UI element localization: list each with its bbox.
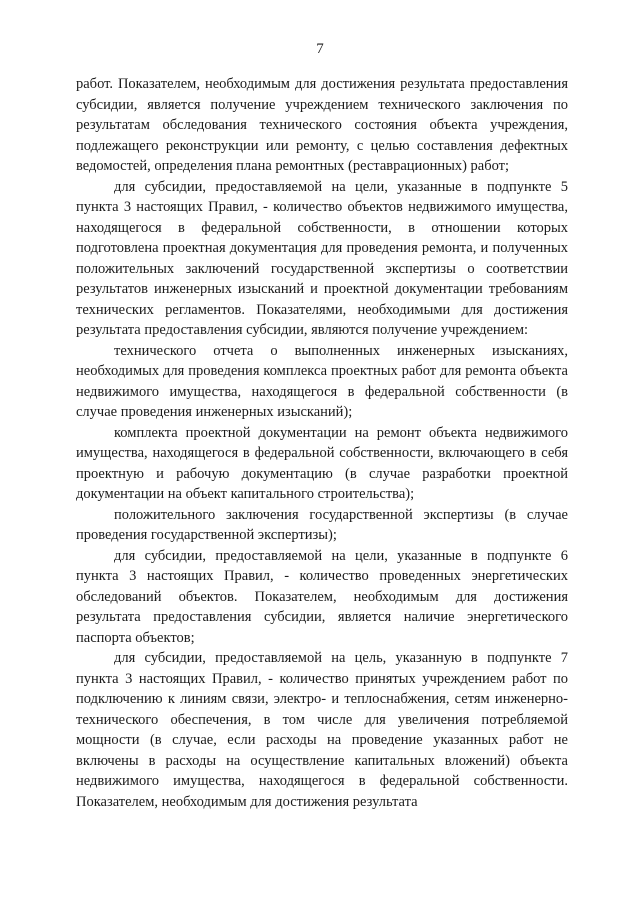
paragraph: работ. Показателем, необходимым для достижения результата предоставления субсидии, является получение учреждением технического заключения по результатам обследования технического состояния объекта учреждения, подлежащего реконструкции или ремонту, с целью составления дефектных ведомостей, определения плана ремонтных (реставрационных) работ; (76, 76, 568, 174)
paragraph: комплекта проектной документации на ремонт объекта недвижимого имущества, находящегося в федеральной собственности, включающего в себя проектную и рабочую документацию (в случае разработки проектной документации на объект капитального строительства); (76, 424, 568, 502)
paragraph: положительного заключения государственной экспертизы (в случае проведения государственной экспертизы); (76, 506, 568, 543)
page-number: 7 (316, 41, 324, 57)
document-body (76, 74, 568, 812)
paragraph: для субсидии, предоставляемой на цель, указанную в подпункте 7 пункта 3 настоящих Правил, - количество принятых учреждением работ по подключению к линиям связи, электро- и теплоснабжения, сетям инженерно-технического обеспечения, в том числе для увеличения потребляемой мощности (в случае, если расходы на проведение указанных работ не включены в расходы на осуществление капитальных вложений) объекта недвижимого имущества, находящегося в федеральной собственности. Показателем, необходимым для достижения результата (76, 650, 568, 810)
paragraph: технического отчета о выполненных инженерных изысканиях, необходимых для проведения комплекса проектных работ для ремонта объекта недвижимого имущества, находящегося в федеральной собственности (в случае проведения инженерных изысканий); (76, 342, 568, 420)
paragraph: для субсидии, предоставляемой на цели, указанные в подпункте 6 пункта 3 настоящих Правил, - количество проведенных энергетических обследований объектов. Показателем, необходимым для достижения результата предоставления субсидии, является наличие энергетического паспорта объектов; (76, 547, 568, 646)
paragraph: для субсидии, предоставляемой на цели, указанные в подпункте 5 пункта 3 настоящих Правил, - количество объектов недвижимого имущества, находящегося в федеральной собственности, в отношении которых подготовлена проектная документация для проведения ремонта, и полученных положительных заключений государственной экспертизы о соответствии результатов инженерных изысканий и проектной документации требованиям технических регламентов. Показателями, необходимыми для достижения результата предоставления субсидии, являются получение учреждением: (76, 178, 568, 338)
